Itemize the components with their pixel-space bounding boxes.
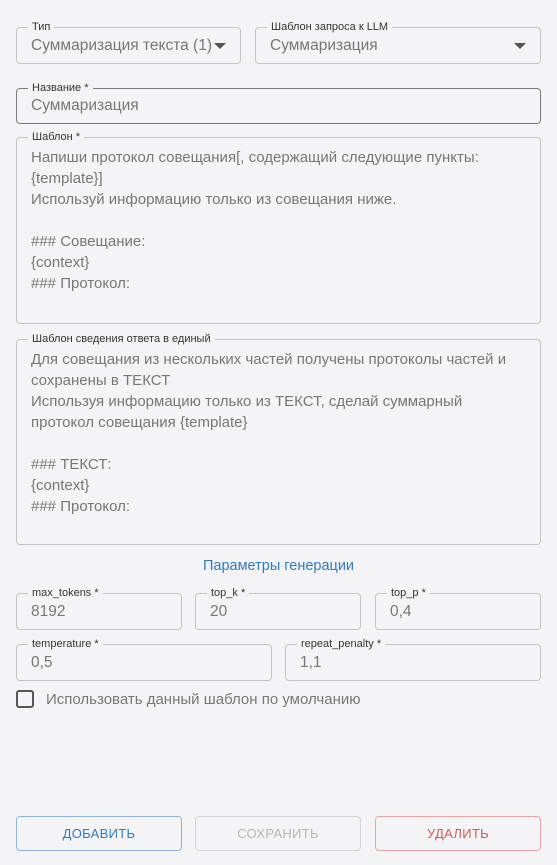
caret-down-icon	[514, 43, 526, 49]
top-k-input[interactable]	[195, 587, 361, 630]
temperature-label: temperature *	[28, 638, 103, 651]
save-button[interactable]: СОХРАНИТЬ	[195, 816, 361, 851]
template-textarea[interactable]	[16, 131, 541, 324]
repeat-penalty-input[interactable]	[285, 638, 541, 681]
type-select-label: Тип	[28, 21, 54, 34]
temperature-input[interactable]	[16, 638, 272, 681]
top-k-value: 20	[210, 602, 228, 620]
default-template-checkbox[interactable]	[16, 690, 34, 708]
llm-template-select-label: Шаблон запроса к LLM	[267, 21, 392, 34]
generation-params-title: Параметры генерации	[202, 558, 355, 574]
repeat-penalty-value: 1,1	[300, 653, 322, 671]
top-p-label: top_p *	[387, 587, 430, 600]
llm-template-select[interactable]	[255, 21, 541, 64]
merge-template-textarea-value: Для совещания из нескольких частей получены протоколы частей и сохранены в ТЕКСТ Используя информацию только из ТЕКСТ, сделай суммарный протокол совещания {template} ### ТЕКСТ: {context} ### Протокол:	[31, 351, 507, 515]
template-textarea-value: Напиши протокол совещания[, содержащий следующие пункты: {template}] Используй информацию только из совещания ниже. ### Совещание: {context} ### Протокол:	[31, 149, 479, 292]
default-template-checkbox-label: Использовать данный шаблон по умолчанию	[46, 690, 361, 708]
max-tokens-input[interactable]	[16, 587, 182, 630]
template-textarea-label: Шаблон *	[28, 131, 84, 144]
name-input-label: Название *	[28, 82, 93, 95]
name-input[interactable]	[16, 82, 541, 124]
default-template-checkbox-row[interactable]	[16, 690, 360, 708]
delete-button[interactable]: УДАЛИТЬ	[375, 816, 541, 851]
top-k-label: top_k *	[207, 587, 249, 600]
type-select[interactable]	[16, 21, 241, 64]
max-tokens-label: max_tokens *	[28, 587, 103, 600]
top-p-value: 0,4	[390, 602, 412, 620]
merge-template-textarea-label: Шаблон сведения ответа в единый	[28, 333, 215, 346]
repeat-penalty-label: repeat_penalty *	[297, 638, 385, 651]
merge-template-textarea[interactable]	[16, 333, 541, 545]
max-tokens-value: 8192	[31, 602, 66, 620]
type-select-value: Суммаризация текста (1)	[31, 36, 212, 54]
name-input-value: Суммаризация	[31, 97, 139, 114]
llm-template-select-value: Суммаризация	[270, 36, 378, 54]
top-p-input[interactable]	[375, 587, 541, 630]
caret-down-icon	[214, 43, 226, 49]
add-button[interactable]: ДОБАВИТЬ	[16, 816, 182, 851]
temperature-value: 0,5	[31, 653, 53, 671]
